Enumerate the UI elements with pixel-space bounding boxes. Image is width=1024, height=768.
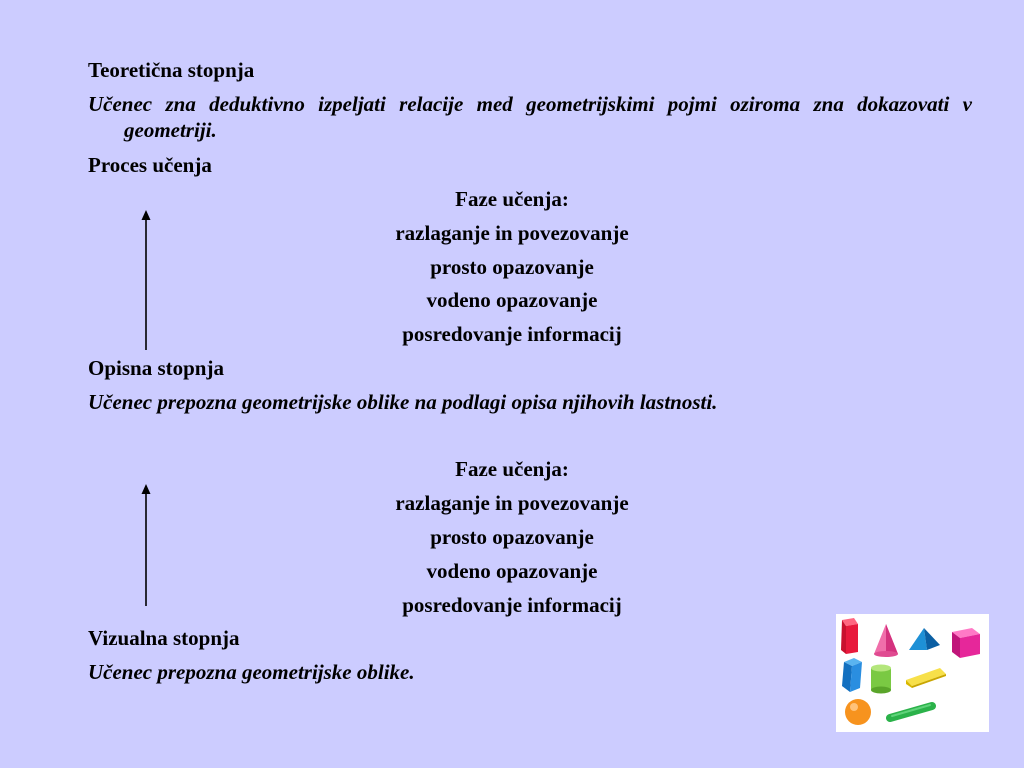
red-prism-icon <box>841 618 858 654</box>
pink-cone-icon <box>874 624 898 657</box>
process-heading: Proces učenja <box>88 153 212 177</box>
theoretical-heading: Teoretična stopnja <box>88 58 255 82</box>
phases-lower-title: Faze učenja: <box>455 457 569 481</box>
green-cylinder-icon <box>871 665 891 694</box>
theoretical-description: Učenec zna deduktivno izpeljati relacije med geometrijskimi pojmi oziroma zna dokazovati v geometriji. <box>88 92 972 142</box>
visual-heading: Vizualna stopnja <box>88 626 240 650</box>
upward-arrow-lower <box>138 484 154 606</box>
orange-sphere-icon <box>845 699 871 725</box>
phases-lower-item: razlaganje in povezovanje <box>395 491 629 515</box>
phases-lower-item: prosto opazovanje <box>430 525 594 549</box>
geometric-shapes-illustration <box>836 614 989 732</box>
green-rod-icon <box>890 705 932 718</box>
upward-arrow-upper <box>138 210 154 350</box>
phases-upper-item: prosto opazovanje <box>430 255 594 279</box>
phases-upper-item: posredovanje informacij <box>402 322 622 346</box>
blue-prism-icon <box>842 658 862 692</box>
phases-upper-title: Faze učenja: <box>455 187 569 211</box>
phases-upper-item: vodeno opazovanje <box>426 288 598 312</box>
phases-lower-item: vodeno opazovanje <box>426 559 598 583</box>
yellow-prism-icon <box>906 668 946 688</box>
phases-lower-item: posredovanje informacij <box>402 593 622 617</box>
phases-upper-item: razlaganje in povezovanje <box>395 221 629 245</box>
visual-description: Učenec prepozna geometrijske oblike. <box>88 660 415 684</box>
descriptive-heading: Opisna stopnja <box>88 356 224 380</box>
magenta-cube-icon <box>952 628 980 658</box>
blue-pyramid-icon <box>909 628 940 650</box>
descriptive-description: Učenec prepozna geometrijske oblike na podlagi opisa njihovih lastnosti. <box>88 390 718 414</box>
